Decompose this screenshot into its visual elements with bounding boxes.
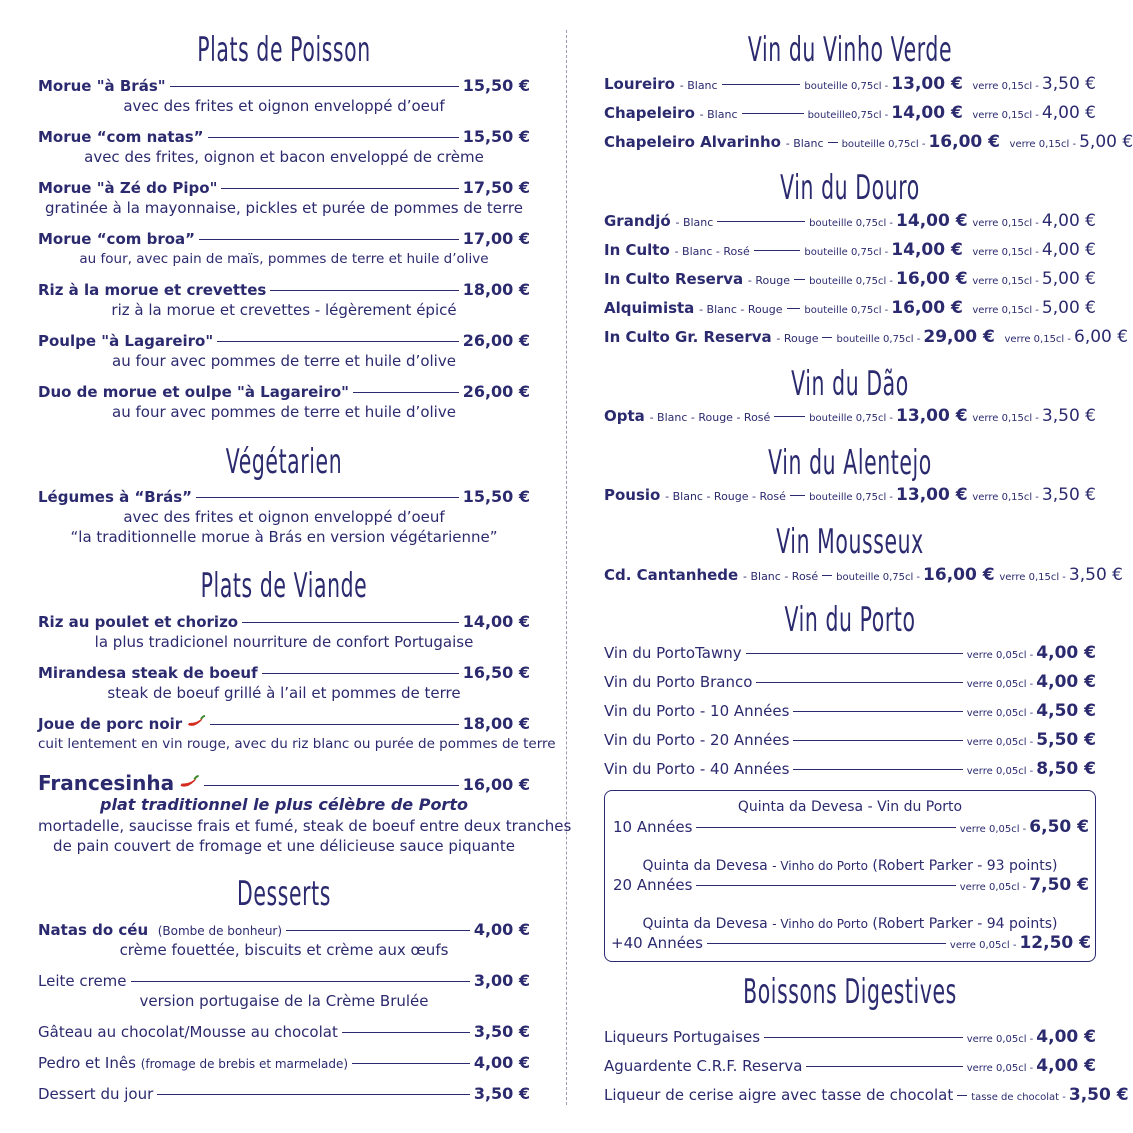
wine-row: Liqueur de cerise aigre avec tasse de chocolat tasse de chocolat - 3,50 € xyxy=(604,1085,1129,1105)
quinta-row: 20 Années verre 0,05cl - 7,50 € xyxy=(613,875,1089,895)
menu-item: Riz au poulet et chorizo 14,00 € xyxy=(38,612,530,631)
wine-row: In Culto Gr. Reserva - Rouge bouteille 0,75cl - 29,00 € verre 0,15cl - 6,00 € xyxy=(604,327,1129,347)
wine-row: Cd. Cantanhede - Blanc - Rosé bouteille 0,75cl - 16,00 € verre 0,15cl - 3,50 € xyxy=(604,565,1123,585)
menu-item-francesinha: Francesinha 16,00 € xyxy=(38,770,530,798)
section-title-poisson: Plats de Poisson xyxy=(197,30,371,70)
section-title-desserts: Desserts xyxy=(237,874,331,914)
menu-item-desc: la plus tradicionel nourriture de confort Portugaise xyxy=(94,633,474,651)
wine-row: Vin du Porto - 40 Années verre 0,05cl - 8,50 € xyxy=(604,759,1096,779)
menu-item-desc: crème fouettée, biscuits et crème aux œufs xyxy=(119,941,449,959)
menu-item: Légumes à “Brás” 15,50 € xyxy=(38,487,530,506)
quinta-header: Quinta da Devesa - Vinho do Porto (Robert Parker - 93 points) xyxy=(642,858,1058,874)
wine-row: Opta - Blanc - Rouge - Rosé bouteille 0,75cl - 13,00 € verre 0,15cl - 3,50 € xyxy=(604,406,1096,426)
section-title-vinho-verde: Vin du Vinho Verde xyxy=(747,30,953,70)
column-divider xyxy=(566,30,567,1105)
menu-item-desc: de pain couvert de fromage et une délicieuse sauce piquante xyxy=(53,837,515,855)
section-title-douro: Vin du Douro xyxy=(780,168,920,208)
menu-item-desc: avec des frites et oignon enveloppé d’oeuf xyxy=(123,508,445,526)
chili-pepper-icon xyxy=(186,714,206,734)
wine-row: Grandjó - Blanc bouteille 0,75cl - 14,00 € verre 0,15cl - 4,00 € xyxy=(604,211,1096,231)
wine-row: Vin du Porto - 20 Années verre 0,05cl - 5,50 € xyxy=(604,730,1096,750)
menu-item-desc: au four, avec pain de maïs, pommes de terre et huile d’olive xyxy=(79,251,489,267)
menu-item-desc: version portugaise de la Crème Brulée xyxy=(139,992,429,1010)
wine-row: Vin du Porto - 10 Années verre 0,05cl - 4,50 € xyxy=(604,701,1096,721)
quinta-row: +40 Années verre 0,05cl - 12,50 € xyxy=(611,933,1091,953)
menu-item: Poulpe "à Lagareiro" 26,00 € xyxy=(38,331,530,350)
wine-row: Loureiro - Blanc bouteille 0,75cl - 13,00 € verre 0,15cl - 3,50 € xyxy=(604,74,1096,94)
menu-item: Morue “com natas” 15,50 € xyxy=(38,127,530,146)
wine-row: In Culto Reserva - Rouge bouteille 0,75cl - 16,00 € verre 0,15cl - 5,00 € xyxy=(604,269,1096,289)
menu-item: Morue “com broa” 17,00 € xyxy=(38,229,530,248)
menu-item-desc: riz à la morue et crevettes - légèrement épicé xyxy=(111,301,457,319)
wine-row: Liqueurs Portugaises verre 0,05cl - 4,00 € xyxy=(604,1027,1096,1047)
section-title-viande: Plats de Viande xyxy=(200,566,368,606)
menu-item: Dessert du jour 3,50 € xyxy=(38,1084,530,1103)
menu-item: Morue "à Zé do Pipo" 17,50 € xyxy=(38,178,530,197)
wine-row: Alquimista - Blanc - Rouge bouteille 0,75cl - 16,00 € verre 0,15cl - 5,00 € xyxy=(604,298,1096,318)
wine-row: Chapeleiro - Blanc bouteille0,75cl - 14,00 € verre 0,15cl - 4,00 € xyxy=(604,103,1096,123)
wine-row: Pousio - Blanc - Rouge - Rosé bouteille 0,75cl - 13,00 € verre 0,15cl - 3,50 € xyxy=(604,485,1096,505)
menu-item: Gâteau au chocolat/Mousse au chocolat 3,50 € xyxy=(38,1022,530,1041)
menu-item: Duo de morue et oulpe "à Lagareiro" 26,00 € xyxy=(38,382,530,401)
section-title-alentejo: Vin du Alentejo xyxy=(768,443,932,483)
francesinha-subtitle: plat traditionnel le plus célèbre de Porto xyxy=(100,795,468,814)
wine-row: Chapeleiro Alvarinho - Blanc bouteille 0,75cl - 16,00 € verre 0,15cl - 5,00 € xyxy=(604,132,1133,152)
menu-item: Pedro et Inês (fromage de brebis et marmelade) 4,00 € xyxy=(38,1053,530,1072)
quinta-header: Quinta da Devesa - Vinho do Porto (Robert Parker - 94 points) xyxy=(642,916,1058,932)
quinta-header: Quinta da Devesa - Vin du Porto xyxy=(737,799,963,815)
wine-row: In Culto - Blanc - Rosé bouteille 0,75cl - 14,00 € verre 0,15cl - 4,00 € xyxy=(604,240,1096,260)
wine-row: Aguardente C.R.F. Reserva verre 0,05cl - 4,00 € xyxy=(604,1056,1096,1076)
menu-item-desc: mortadelle, saucisse frais et fumé, steak de boeuf entre deux tranches xyxy=(38,817,572,835)
section-title-dao: Vin du Dão xyxy=(791,364,909,404)
menu-item-desc: steak de boeuf grillé à l’ail et pommes de terre xyxy=(107,684,461,702)
menu-item-desc: au four avec pommes de terre et huile d’olive xyxy=(112,352,456,370)
menu-item-desc: cuit lentement en vin rouge, avec du riz blanc ou purée de pommes de terre xyxy=(38,736,556,752)
menu-item-desc: avec des frites et oignon enveloppé d’oeuf xyxy=(123,97,445,115)
menu-item: Riz à la morue et crevettes 18,00 € xyxy=(38,280,530,299)
menu-item: Natas do céu (Bombe de bonheur) 4,00 € xyxy=(38,920,530,939)
section-title-digestives: Boissons Digestives xyxy=(743,972,957,1012)
menu-item-desc: gratinée à la mayonnaise, pickles et purée de pommes de terre xyxy=(45,199,523,217)
section-title-porto: Vin du Porto xyxy=(784,600,916,640)
section-title-mousseux: Vin Mousseux xyxy=(776,522,924,562)
menu-item: Mirandesa steak de boeuf 16,50 € xyxy=(38,663,530,682)
quinta-da-devesa-box xyxy=(604,790,1096,962)
wine-row: Vin du Porto Branco verre 0,05cl - 4,00 € xyxy=(604,672,1096,692)
menu-item: Joue de porc noir 18,00 € xyxy=(38,714,530,733)
menu-item-desc: avec des frites, oignon et bacon enveloppé de crème xyxy=(84,148,484,166)
menu-item: Morue "à Brás" 15,50 € xyxy=(38,76,530,95)
section-title-vegetarien: Végétarien xyxy=(225,442,343,482)
menu-item-desc: au four avec pommes de terre et huile d’olive xyxy=(112,403,456,421)
menu-item-desc: “la traditionnelle morue à Brás en version végétarienne” xyxy=(70,528,498,546)
menu-item: Leite creme 3,00 € xyxy=(38,971,530,990)
wine-row: Vin du PortoTawny verre 0,05cl - 4,00 € xyxy=(604,643,1096,663)
quinta-row: 10 Années verre 0,05cl - 6,50 € xyxy=(613,817,1089,837)
